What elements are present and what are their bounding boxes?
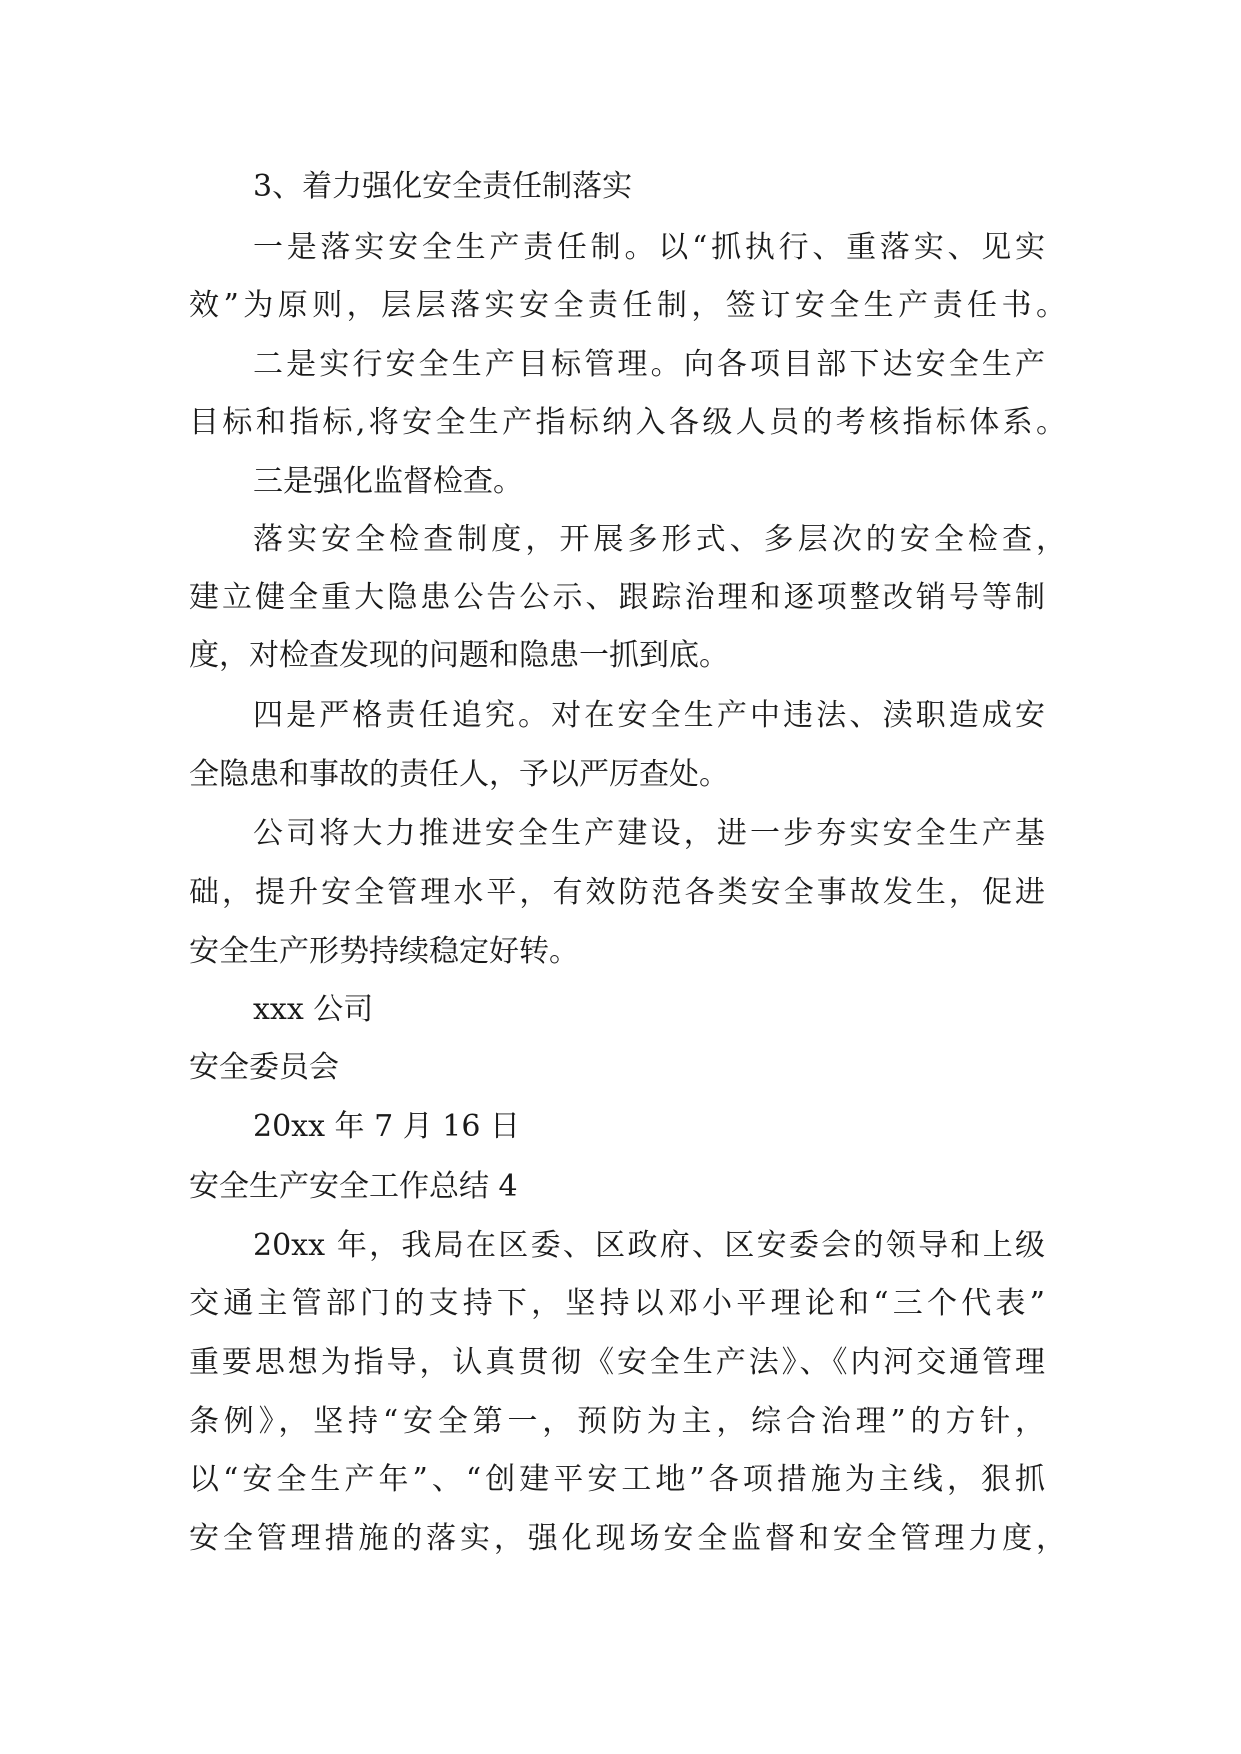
paragraph-line: 度，对检查发现的问题和隐患一抓到底。 <box>189 638 729 673</box>
paragraph-line: 效”为原则，层层落实安全责任制，签订安全生产责任书。 <box>189 288 1066 323</box>
paragraph-line: 20xx 年，我局在区委、区政府、区安委会的领导和上级 <box>253 1228 1045 1263</box>
paragraph-line: 交通主管部门的支持下，坚持以邓小平理论和“三个代表” <box>189 1286 1045 1321</box>
signature-company: xxx 公司 <box>253 992 374 1027</box>
signature-committee: 安全委员会 <box>189 1050 339 1085</box>
signature-date: 20xx 年 7 月 16 日 <box>253 1109 520 1144</box>
paragraph-line: 安全管理措施的落实，强化现场安全监督和安全管理力度， <box>189 1521 1066 1556</box>
document-title: 安全生产安全工作总结 4 <box>189 1169 518 1204</box>
paragraph-line: 二是实行安全生产目标管理。向各项目部下达安全生产 <box>253 347 1045 382</box>
paragraph-line: 重要思想为指导，认真贯彻《安全生产法》、《内河交通管理 <box>189 1345 1045 1380</box>
paragraph-line: 一是落实安全生产责任制。以“抓执行、重落实、见实 <box>253 230 1045 265</box>
paragraph-line: 四是严格责任追究。对在安全生产中违法、渎职造成安 <box>253 698 1045 733</box>
paragraph-line: 条例》，坚持“安全第一，预防为主，综合治理”的方针， <box>189 1404 1045 1439</box>
paragraph-line: 目标和指标,将安全生产指标纳入各级人员的考核指标体系。 <box>189 405 1066 440</box>
paragraph-line: 础，提升安全管理水平，有效防范各类安全事故发生，促进 <box>189 875 1045 910</box>
section-heading: 3、着力强化安全责任制落实 <box>253 169 633 204</box>
paragraph-line: 安全生产形势持续稳定好转。 <box>189 934 579 969</box>
paragraph-line: 三是强化监督检查。 <box>253 464 523 499</box>
paragraph-line: 建立健全重大隐患公告公示、跟踪治理和逐项整改销号等制 <box>189 580 1045 615</box>
paragraph-line: 以“安全生产年”、“创建平安工地”各项措施为主线，狠抓 <box>189 1462 1045 1497</box>
paragraph-line: 全隐患和事故的责任人，予以严厉查处。 <box>189 757 729 792</box>
paragraph-line: 公司将大力推进安全生产建设，进一步夯实安全生产基 <box>253 816 1045 851</box>
paragraph-line: 落实安全检查制度，开展多形式、多层次的安全检查， <box>253 522 1066 557</box>
